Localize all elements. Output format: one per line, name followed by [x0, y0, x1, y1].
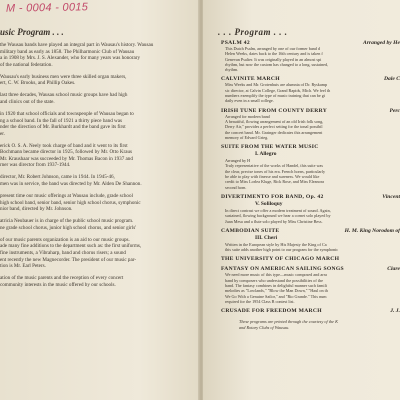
- note-line: A beautiful, flowing arrangement of an old Irish folk song,: [225, 118, 324, 124]
- program-item-composer: H. M. King Norodom of: [344, 227, 400, 234]
- note-line: Derry Air," provides a perfect setting for the tonal possibil: [225, 124, 323, 130]
- text-line: high school band, senior band, senior high school chorus, symphonic: [0, 199, 141, 206]
- note-line: numbers exemplify the type of music training that can be gi: [225, 93, 326, 99]
- note-line: memory of Edvard Grieg.: [225, 134, 269, 140]
- history-paragraph: [0, 42, 198, 68]
- program-item-note: [225, 114, 400, 140]
- note-line: be able to play with finesse and sureness. We would like: [225, 174, 320, 180]
- program-list: [221, 40, 400, 330]
- program-item: [221, 40, 400, 72]
- program-item-title: DIVERTIMENTO FOR BAND, Op. 42: [221, 193, 324, 200]
- note-line: melodies as "Lowlands," "Blow the Man Down," "Haul on th: [225, 288, 328, 294]
- history-paragraph: [0, 275, 198, 288]
- program-item-note: [225, 208, 400, 224]
- program-item-note: [225, 46, 400, 72]
- program-item-movement: I. Allegro: [255, 151, 277, 158]
- program-heading: . . . Program . . .: [218, 27, 288, 37]
- text-line: Bochmann became director in 1925, followed by Mr. Otto Kraus: [0, 149, 132, 156]
- text-line: erick O. S. A. Neely took charge of band and it went to its first: [0, 142, 128, 149]
- note-line: the clear, precise tones of his era. French horns, particularly: [225, 168, 326, 174]
- program-item-header: [221, 308, 400, 314]
- text-line: Mr. Kraushaar was succeeded by Mr. Thomas Bacon in 1937 and: [0, 155, 133, 162]
- program-item-note: [225, 82, 400, 103]
- text-line: community interests in the music offered by our schools.: [0, 281, 116, 288]
- text-line: of our music parents organization is an aid to our music groups.: [0, 236, 130, 243]
- program-item-composer: Vincent: [382, 193, 400, 200]
- history-paragraph: [0, 218, 198, 231]
- text-line: nder the direction of Mr. Burkhardt and the band gave its first: [0, 124, 126, 131]
- text-line: of the national federation.: [0, 61, 53, 68]
- text-line: ert, C. W. Brooks, and Phillip Oakes.: [0, 80, 76, 87]
- program-item: [221, 194, 400, 224]
- note-line: This Dutch Psalm, arranged by one of our former band d: [225, 46, 321, 51]
- program-item-note: [225, 242, 400, 253]
- history-paragraph: [0, 74, 198, 87]
- note-line: We Go With a Genuine Sailor," and "Rio Grande." This num: [225, 293, 327, 299]
- note-line: credit to Miss Lorlea Kluge, Rick Rose, and Miss Eleanora: [225, 179, 324, 185]
- text-line: tion is Mr. Earl Peters.: [0, 263, 46, 270]
- program-item-composer: Clare: [387, 266, 400, 273]
- text-line: in 1920 that school officials and townspeople of Wausau began to: [0, 110, 134, 117]
- closing-line: These programs are printed through the courtesy of the K: [239, 319, 338, 325]
- text-line: a in 1908 by Mrs. J. S. Alexander, who for many years was honorary: [0, 55, 140, 62]
- text-line: rner was director from 1937-1944.: [0, 162, 71, 169]
- text-line: director, Mr. Robert Johnson, came in 1944. In 1945-46,: [0, 174, 115, 181]
- note-line: this suite adds another high point to our program for the symphonic: [225, 247, 339, 253]
- program-item: [221, 256, 400, 262]
- note-line: band by composers who understand the possibilities of the: [225, 277, 323, 283]
- history-paragraph: [0, 174, 198, 187]
- note-line: Truly representative of the works of Handel, this suite was: [225, 163, 323, 169]
- history-paragraph: [0, 143, 198, 169]
- program-item-title: IRISH TUNE FROM COUNTY DERRY: [221, 107, 328, 114]
- program-item-composer: Perc: [389, 107, 400, 114]
- program-item-header: [221, 144, 400, 150]
- text-line: ent recently the new Magnecorder. The president of our music par-: [0, 256, 137, 263]
- program-item-composer: Arranged by He: [363, 40, 400, 46]
- program-item: [221, 144, 400, 190]
- program-item-title: CRUSADE FOR FREEDOM MARCH: [221, 308, 322, 315]
- text-line: ne grade school chorus, junior high school chorus, and senior girls': [0, 224, 137, 231]
- text-line: ade many fine additions to the department such as: the first uniforms,: [0, 243, 142, 250]
- text-line: the Wausau bands have played an integral part in Wausau's history. Wausau: [0, 42, 154, 48]
- note-line: sustained, flowing background we hear a cornet solo played by: [225, 213, 331, 219]
- program-item-title: CALVINITE MARCH: [221, 76, 280, 83]
- text-line: ation of the music parents and the reception of every concert: [0, 275, 124, 282]
- text-line: and clinics out of the state.: [0, 98, 55, 105]
- program-item-title: CAMBODIAN SUITE: [221, 227, 280, 234]
- program-item: [221, 228, 400, 253]
- program-item: [221, 76, 400, 103]
- note-line: Arranged for modern band: [225, 113, 270, 119]
- note-line: We need more music of this type—music composed and arra: [225, 272, 327, 278]
- handwritten-reference-mark: M - 0004 - 0015: [5, 1, 89, 15]
- note-line: rhythm.: [225, 67, 239, 73]
- history-text: [0, 42, 198, 294]
- history-paragraph: [0, 92, 198, 105]
- program-item: [221, 266, 400, 304]
- program-item-movement: III. Cheri: [255, 234, 278, 241]
- closing-note: [239, 319, 400, 330]
- program-item: [221, 308, 400, 314]
- program-item-title: PSALM 42: [221, 40, 250, 46]
- text-line: atricia Neubauer is in charge of the public school music program.: [0, 218, 134, 225]
- program-item-movement: V. Soliloquy: [255, 200, 283, 207]
- program-item-note: [225, 272, 400, 304]
- music-program-heading: usic Program . . .: [0, 27, 64, 37]
- text-line: present time our music offerings at Wausau include, grade school: [0, 193, 133, 200]
- text-line: nior band, directed by Mr. Johnson.: [0, 206, 73, 213]
- program-item-title: FANTASY ON AMERICAN SAILING SONGS: [221, 266, 344, 273]
- note-line: the concert band. Mr. Grainger dedicates this arrangement: [225, 129, 323, 135]
- program-item: [221, 108, 400, 140]
- note-line: Helen Weeks, dates back to the 16th century and is taken f: [225, 51, 323, 57]
- text-line: men was in service, the band was directed by Mr. Alden De Shannon.: [0, 181, 142, 188]
- text-line: military band as early as 1858. The Philharmonic Club of Wausau: [0, 48, 135, 55]
- program-item-note: [225, 158, 400, 190]
- history-paragraph: [0, 111, 198, 137]
- note-line: Written in the European style by His Majesty the King of Ca: [225, 241, 327, 247]
- program-item-header: [221, 228, 400, 234]
- history-paragraph: [0, 193, 198, 213]
- note-line: Juan Mesa and a flute solo played by Miss Christine Bess.: [225, 218, 323, 224]
- note-line: required for the 1954 Class B contest list.: [225, 298, 295, 304]
- note-line: Genevan Psalter. It was originally played in an almost spi: [225, 56, 322, 62]
- program-item-title: THE UNIVERSITY OF CHICAGO MARCH: [221, 256, 340, 263]
- note-line: daily even in a small college.: [225, 98, 274, 104]
- program-item-header: [221, 256, 400, 262]
- closing-line: and Rotary Clubs of Wausau.: [239, 324, 290, 330]
- note-line: rhythm, but now the custom has changed to a long, sustained,: [225, 61, 329, 67]
- note-line: Miss Weeks and Mr. Grotenhuis are alumnia of Dr. Ryskamp: [225, 82, 328, 88]
- history-paragraph: [0, 237, 198, 270]
- program-item-composer: Dale C: [383, 76, 400, 83]
- note-line: second horn.: [225, 184, 247, 190]
- note-line: Arranged by H: [225, 158, 251, 164]
- note-line: sic director, at Calvin College, Grand Rapids, Mich. We feel th: [225, 87, 331, 93]
- text-line: er.: [0, 130, 5, 137]
- note-line: band. The fantasy combines in delightful manner such famili: [225, 283, 327, 289]
- text-line: fine instruments, a Vibraharp, band and chorus risers; a sound: [0, 249, 126, 256]
- program-item-header: [221, 194, 400, 200]
- program-item-composer: J. J.: [390, 308, 400, 315]
- program-item-title: SUITE FROM THE WATER MUSIC: [221, 144, 319, 151]
- note-line: In direct contrast we offer a modern treatment of sound. Again,: [225, 207, 331, 213]
- text-line: ng a school band. In the fall of 1921 a thirty piece band was: [0, 117, 122, 124]
- text-line: last three decades, Wausau school music groups have had high: [0, 92, 128, 99]
- text-line: Wausau's early business men were three skilled organ makers,: [0, 73, 127, 80]
